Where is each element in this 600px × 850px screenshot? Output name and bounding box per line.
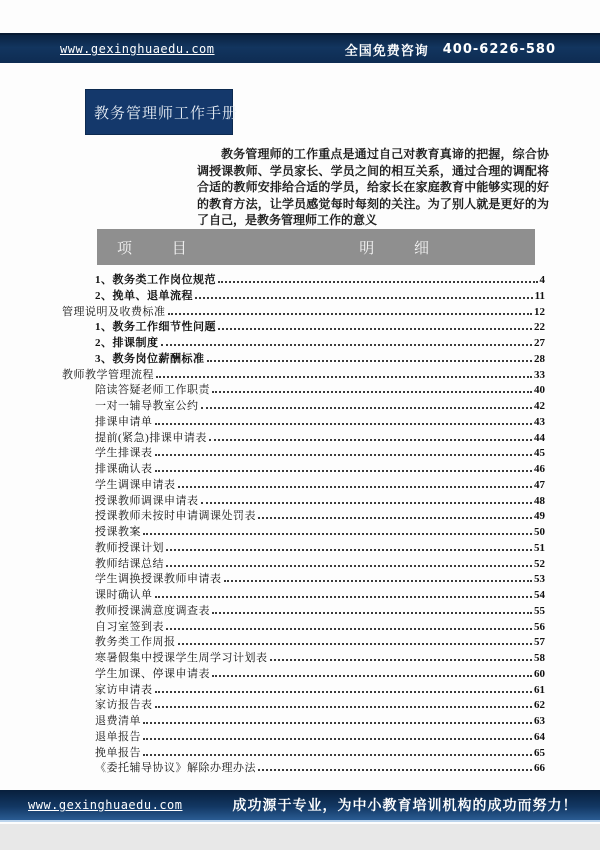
toc-dot-leader bbox=[143, 754, 532, 756]
toc-dot-leader bbox=[178, 643, 533, 645]
toc-item-page-number: 51 bbox=[534, 541, 545, 554]
toc-item-page-number: 47 bbox=[534, 478, 545, 491]
toc-item bbox=[62, 665, 545, 681]
toc-item-page-number: 65 bbox=[534, 746, 545, 759]
toc-dot-leader bbox=[218, 281, 538, 283]
toc-item bbox=[62, 744, 545, 760]
toc-item bbox=[62, 287, 545, 303]
toc-dot-leader bbox=[143, 738, 532, 740]
toc-item-label: 挽单报告 bbox=[95, 746, 141, 759]
toc-dot-leader bbox=[258, 517, 532, 519]
toc-item-page-number: 60 bbox=[534, 667, 545, 680]
toc-column-header bbox=[97, 229, 535, 265]
toc-item-page-number: 49 bbox=[534, 510, 545, 523]
toc-item bbox=[62, 602, 545, 618]
toc-list bbox=[62, 271, 545, 775]
footer-slogan: 成功源于专业，为中小教育培训机构的成功而努力！ bbox=[232, 798, 578, 814]
toc-dot-leader bbox=[201, 502, 533, 504]
toc-item-label: 一对一辅导教室公约 bbox=[95, 400, 199, 412]
toc-item-label: 《委托辅导协议》解除办理办法 bbox=[95, 762, 256, 775]
toc-item-label: 教师授课计划 bbox=[95, 541, 164, 554]
toc-dot-leader bbox=[270, 659, 533, 661]
toc-dot-leader bbox=[258, 769, 532, 771]
toc-item bbox=[62, 413, 545, 429]
toc-item bbox=[62, 759, 545, 775]
toc-item-page-number: 44 bbox=[534, 431, 545, 444]
toc-item bbox=[62, 728, 545, 744]
toc-item-page-number: 45 bbox=[534, 447, 545, 460]
toc-item-page-number: 57 bbox=[534, 636, 545, 649]
toc-dot-leader bbox=[166, 628, 532, 630]
toc-item bbox=[62, 539, 545, 555]
toc-item bbox=[62, 397, 545, 413]
toc-item bbox=[62, 476, 545, 492]
toc-item-page-number: 48 bbox=[534, 494, 545, 507]
toc-item-label: 学生调换授课教师申请表 bbox=[95, 573, 222, 586]
toc-item bbox=[62, 523, 545, 539]
toc-item-page-number: 11 bbox=[534, 289, 545, 302]
toc-item-label: 排课申请单 bbox=[95, 415, 153, 428]
header-site-url-link[interactable]: www.gexinghuaedu.com bbox=[60, 42, 215, 56]
toc-header-detail-column: 明 细 bbox=[359, 240, 447, 257]
toc-item-page-number: 62 bbox=[534, 699, 545, 712]
toc-dot-leader bbox=[166, 549, 532, 551]
toc-item-label: 1、教务类工作岗位规范 bbox=[95, 274, 216, 286]
toc-item-page-number: 61 bbox=[534, 683, 545, 696]
toc-item-page-number: 56 bbox=[534, 620, 545, 633]
toc-dot-leader bbox=[143, 722, 532, 724]
toc-dot-leader bbox=[143, 533, 532, 535]
toc-dot-leader bbox=[155, 470, 533, 472]
toc-item bbox=[62, 555, 545, 571]
toc-item-label: 教师授课满意度调查表 bbox=[95, 604, 210, 617]
toc-item-label: 退单报告 bbox=[95, 730, 141, 743]
toc-item-page-number: 4 bbox=[539, 274, 545, 286]
toc-item bbox=[62, 633, 545, 649]
toc-dot-leader bbox=[224, 580, 533, 582]
toc-item-page-number: 43 bbox=[534, 415, 545, 428]
toc-item bbox=[62, 429, 545, 445]
toc-dot-leader bbox=[201, 407, 533, 409]
footer-site-url-link[interactable]: www.gexinghuaedu.com bbox=[28, 798, 183, 812]
top-banner bbox=[0, 33, 600, 63]
toc-dot-leader bbox=[155, 596, 533, 598]
toc-item-page-number: 58 bbox=[534, 652, 545, 664]
toc-item bbox=[62, 366, 545, 382]
toc-item-label: 学生调课申请表 bbox=[95, 478, 176, 491]
toc-item-label: 3、教务岗位薪酬标准 bbox=[95, 352, 205, 365]
intro-paragraph: 教务管理师的工作重点是通过自己对教育真谛的把握，综合协调授课教师、学员家长、学员之间的相互关系，通过合理的调配将合适的教师安排给合适的学员，给家长在家庭教育中能够实现的好的教育方法，让学员感觉每时每刻的关注。为了别人就是更好的为了自己，是教务管理师工作的意义 bbox=[197, 147, 549, 227]
toc-dot-leader bbox=[207, 360, 533, 362]
toc-item-page-number: 50 bbox=[534, 526, 545, 538]
toc-dot-leader bbox=[178, 486, 533, 488]
toc-item-label: 教师教学管理流程 bbox=[62, 368, 154, 381]
toc-item bbox=[62, 681, 545, 697]
toc-item-label: 课时确认单 bbox=[95, 589, 153, 601]
toc-dot-leader bbox=[156, 376, 532, 378]
toc-item-label: 管理说明及收费标准 bbox=[62, 305, 166, 318]
toc-item-label: 家访申请表 bbox=[95, 683, 153, 696]
toc-item-label: 2、排课制度 bbox=[95, 337, 159, 349]
toc-item bbox=[62, 334, 545, 350]
toc-dot-leader bbox=[195, 297, 533, 299]
toc-item bbox=[62, 507, 545, 523]
hotline-label: 全国免费咨询 bbox=[344, 43, 429, 59]
toc-item-label: 寒暑假集中授课学生周学习计划表 bbox=[95, 652, 268, 664]
toc-item bbox=[62, 712, 545, 728]
toc-item bbox=[62, 586, 545, 602]
toc-item-label: 退费清单 bbox=[95, 715, 141, 727]
toc-item-page-number: 40 bbox=[534, 384, 545, 397]
toc-item-page-number: 52 bbox=[534, 557, 545, 570]
toc-item-label: 家访报告表 bbox=[95, 699, 153, 712]
toc-item bbox=[62, 492, 545, 508]
toc-dot-leader bbox=[155, 706, 533, 708]
toc-dot-leader bbox=[168, 313, 533, 315]
toc-item-label: 教务类工作周报 bbox=[95, 636, 176, 649]
toc-item-page-number: 33 bbox=[534, 368, 545, 381]
toc-dot-leader bbox=[209, 439, 532, 441]
header-hotline bbox=[345, 35, 556, 63]
document-title: 教务管理师工作手册 bbox=[94, 105, 239, 122]
toc-item-label: 排课确认表 bbox=[95, 463, 153, 475]
toc-item-label: 自习室签到表 bbox=[95, 620, 164, 633]
toc-item bbox=[62, 381, 545, 397]
toc-item bbox=[62, 318, 545, 334]
toc-item-label: 学生加课、停课申请表 bbox=[95, 667, 210, 680]
toc-dot-leader bbox=[161, 344, 533, 346]
toc-item bbox=[62, 618, 545, 634]
toc-dot-leader bbox=[155, 423, 533, 425]
toc-item-page-number: 55 bbox=[534, 604, 545, 617]
toc-item-label: 教师结课总结 bbox=[95, 557, 164, 570]
toc-item-page-number: 27 bbox=[534, 337, 545, 349]
toc-item-page-number: 46 bbox=[534, 463, 545, 475]
toc-item-label: 授课教师调课申请表 bbox=[95, 494, 199, 507]
toc-item-label: 授课教案 bbox=[95, 526, 141, 538]
toc-item bbox=[62, 303, 545, 319]
toc-item bbox=[62, 271, 545, 287]
toc-dot-leader bbox=[155, 454, 533, 456]
toc-item-page-number: 64 bbox=[534, 730, 545, 743]
toc-item-page-number: 63 bbox=[534, 715, 545, 727]
toc-item-page-number: 42 bbox=[534, 400, 545, 412]
toc-item-label: 学生排课表 bbox=[95, 447, 153, 460]
toc-item-label: 陪读答疑老师工作职责 bbox=[95, 384, 210, 397]
toc-item bbox=[62, 350, 545, 366]
toc-item-label: 授课教师未按时申请调课处罚表 bbox=[95, 510, 256, 523]
toc-item-label: 1、教务工作细节性问题 bbox=[95, 321, 216, 334]
document-title-box bbox=[85, 89, 239, 135]
toc-item-label: 2、挽单、退单流程 bbox=[95, 289, 193, 302]
hotline-number: 400-6226-580 bbox=[442, 41, 556, 57]
toc-item-page-number: 66 bbox=[534, 762, 545, 775]
toc-item-page-number: 53 bbox=[534, 573, 545, 586]
toc-item bbox=[62, 570, 545, 586]
toc-item bbox=[62, 460, 545, 476]
toc-item bbox=[62, 444, 545, 460]
footer-banner bbox=[0, 790, 600, 822]
page-bottom-margin bbox=[0, 824, 600, 850]
toc-dot-leader bbox=[212, 612, 532, 614]
toc-dot-leader bbox=[166, 565, 532, 567]
toc-dot-leader bbox=[212, 675, 532, 677]
toc-item bbox=[62, 696, 545, 712]
toc-dot-leader bbox=[218, 328, 532, 330]
toc-header-item-column: 项 目 bbox=[117, 240, 205, 257]
toc-dot-leader bbox=[155, 691, 533, 693]
toc-item-page-number: 54 bbox=[534, 589, 545, 601]
toc-item-page-number: 12 bbox=[534, 305, 545, 318]
toc-item-page-number: 28 bbox=[534, 352, 545, 365]
toc-item-page-number: 22 bbox=[534, 321, 545, 334]
toc-item bbox=[62, 649, 545, 665]
toc-dot-leader bbox=[212, 391, 532, 393]
toc-item-label: 提前(紧急)排课申请表 bbox=[95, 431, 207, 444]
